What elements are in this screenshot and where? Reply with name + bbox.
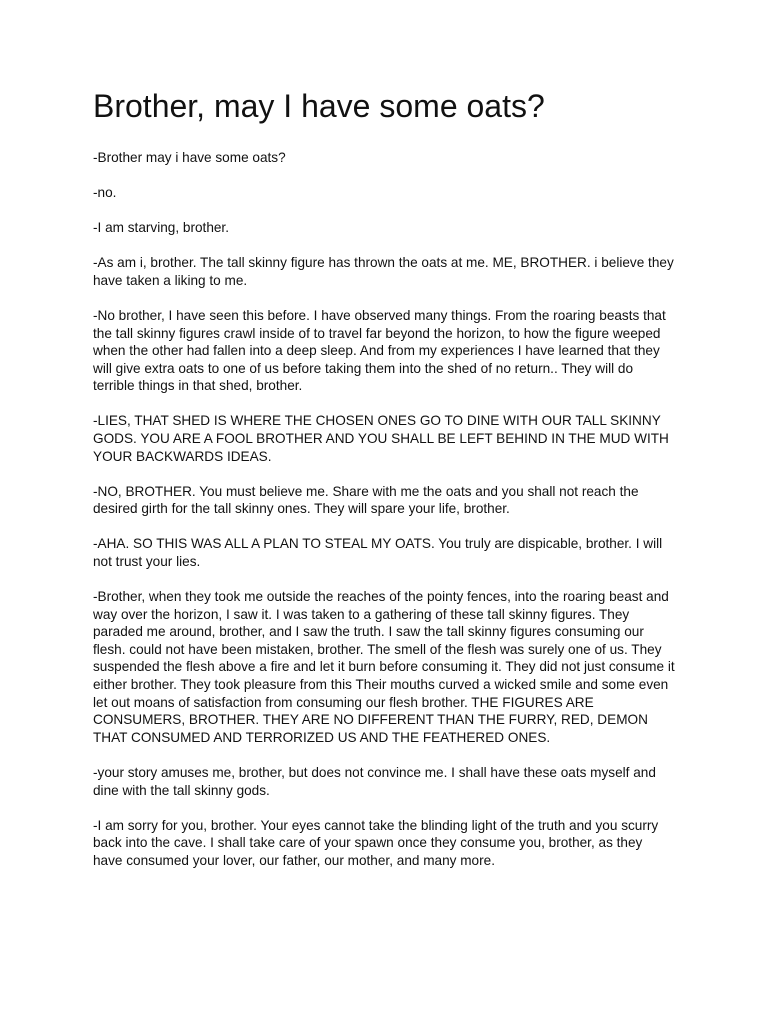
paragraph-5: -No brother, I have seen this before. I have observed many things. From the roaring beasts that the tall skinny figures crawl inside of to travel far beyond the horizon, to how the figure weeped when the other had fallen into a deep sleep. And from my experiences I have learned that they will give extra oats to one of us before taking them into the shed of no return.. They will do terrible things in that shed, brother. xyxy=(93,307,666,394)
paragraph-1: -Brother may i have some oats? xyxy=(93,150,286,165)
paragraph-10: -your story amuses me, brother, but does not convince me. I shall have these oats myself and dine with the tall skinny gods. xyxy=(93,764,656,798)
paragraph-8: -AHA. SO THIS WAS ALL A PLAN TO STEAL MY OATS. You truly are dispicable, brother. I will not trust your lies. xyxy=(93,536,663,569)
document-title: Brother, may I have some oats? xyxy=(93,88,545,124)
paragraph-2: -no. xyxy=(93,185,117,201)
paragraph-6: -LIES, THAT SHED IS WHERE THE CHOSEN ONES GO TO DINE WITH OUR TALL SKINNY GODS. YOU ARE A FOOL BROTHER AND YOU SHALL BE LEFT BEHIND IN THE MUD WITH YOUR BACKWARDS IDEAS. xyxy=(93,413,669,464)
paragraph-9: -Brother, when they took me outside the reaches of the pointy fences, into the roaring beast and way over the horizon, I saw it. I was taken to a gathering of these tall skinny figures. They paraded me around, brother, and I saw the truth. I saw the tall skinny figures consuming our flesh. could not have been mistaken, brother. The smell of the flesh was surely one of us. They suspended the flesh above a fire and let it burn before consuming it. They did not just consume it either brother. They took pleasure from this Their mouths curved a wicked smile and some even let out moans of satisfaction from consuming our flesh brother. THE FIGURES ARE CONSUMERS, BROTHER. THEY ARE NO DIFFERENT THAN THE FURRY, RED, DEMON THAT CONSUMED AND TERRORIZED US AND THE FEATHERED ONES. xyxy=(93,589,675,745)
document-body xyxy=(93,149,675,887)
paragraph-7: -NO, BROTHER. You must believe me. Share with me the oats and you shall not reach the desired girth for the tall skinny ones. They will spare your life, brother. xyxy=(93,483,639,517)
paragraph-4: -As am i, brother. The tall skinny figure has thrown the oats at me. ME, BROTHER. i believe they have taken a liking to me. xyxy=(93,255,674,288)
paragraph-3: -I am starving, brother. xyxy=(93,220,229,236)
paragraph-11: -I am sorry for you, brother. Your eyes cannot take the blinding light of the truth and you scurry back into the cave. I shall take care of your spawn once they consume you, brother, as they have consumed your lover, our father, our mother, and many more. xyxy=(93,817,659,868)
